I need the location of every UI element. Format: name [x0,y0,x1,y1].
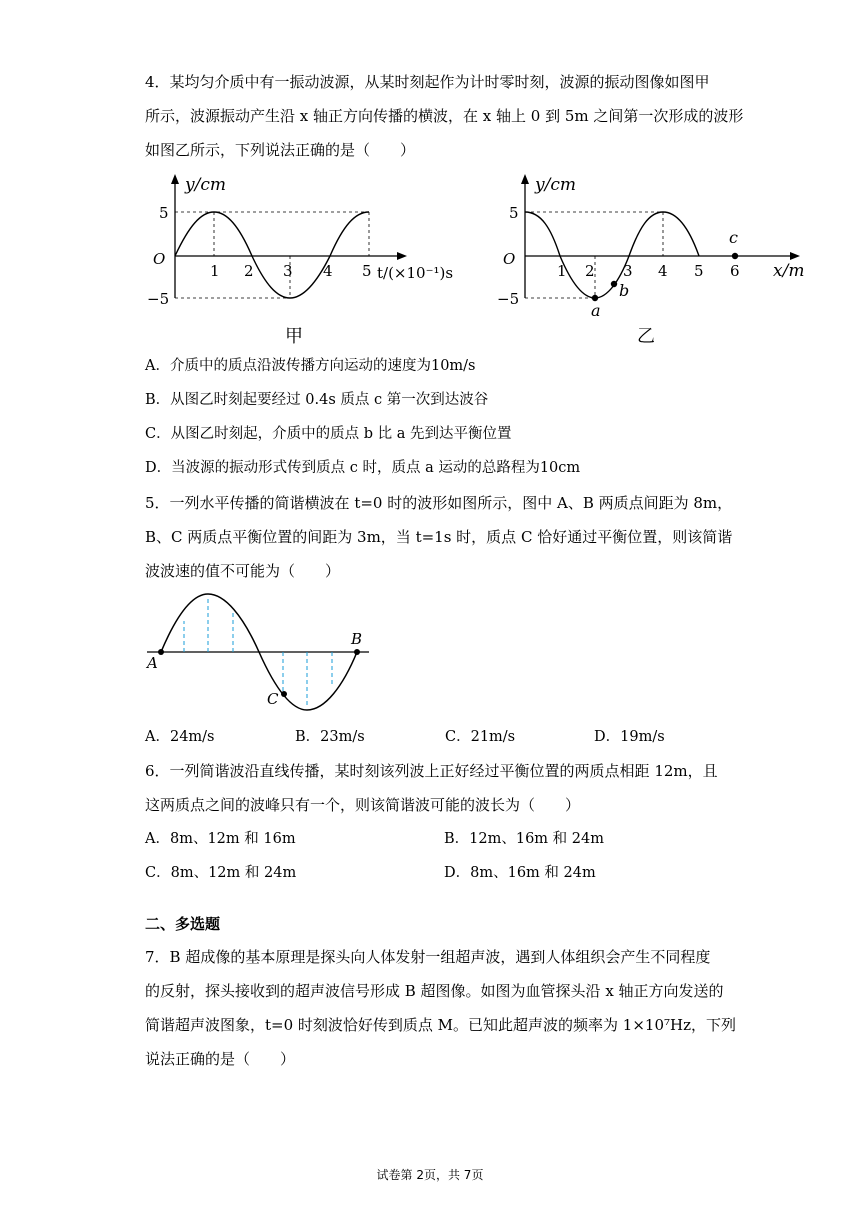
q4-stem-line3: 如图乙所示，下列说法正确的是（ ） [145,141,416,159]
fig-jia-xtick-4: 4 [323,262,333,280]
q5-stem-line1: 5．一列水平传播的简谐横波在 t=0 时的波形如图所示，图中 A、B 两质点间距为 8m， [145,494,733,512]
fig-jia-xtick-1: 1 [210,262,220,280]
fig-yi-xlabel: x/m [773,261,805,281]
q6-option-c[interactable]: C．8m、12m 和 24m [145,865,297,881]
fig-yi-point-b: b [619,281,630,300]
q6-option-d[interactable]: D．8m、16m 和 24m [444,865,596,881]
fig-yi-xtick-2: 2 [585,262,595,280]
q6-option-b[interactable]: B．12m、16m 和 24m [444,831,604,847]
section-heading-multiple-choice: 二、多选题 [145,915,221,933]
fig-jia-xtick-3: 3 [283,262,293,280]
fig-yi-xtick-3: 3 [623,262,633,280]
q7-stem-line2: 的反射，探头接收到的超声波信号形成 B 超图像。如图为血管探头沿 x 轴正方向发送的 [145,982,724,1000]
q5-stem-line3: 波波速的值不可能为（ ） [145,562,341,580]
fig-jia-ylabel: y/cm [185,175,226,195]
fig-yi-caption: 乙 [637,326,655,347]
fig-yi-point-c: c [729,228,738,247]
q7-stem-line4: 说法正确的是（ ） [145,1050,296,1068]
q5-label-a: A [147,654,158,672]
q4-option-a[interactable]: A．介质中的质点沿波传播方向运动的速度为10m/s [145,358,476,374]
q5-label-b: B [351,630,363,648]
fig-yi-point-a: a [591,301,601,320]
fig-yi-ytick-neg5: −5 [497,290,520,308]
fig-jia-origin: O [153,250,166,268]
fig-yi-ylabel: y/cm [535,175,576,195]
q5-option-d[interactable]: D．19m/s [594,729,665,745]
q5-label-c: C [267,690,279,708]
q4-option-b[interactable]: B．从图乙时刻起要经过 0.4s 质点 c 第一次到达波谷 [145,392,489,408]
q4-stem-line1: 4．某均匀介质中有一振动波源，从某时刻起作为计时零时刻，波源的振动图像如图甲 [145,73,710,91]
fig-jia-xtick-2: 2 [244,262,254,280]
fig-jia-caption: 甲 [285,326,303,347]
fig-yi-xtick-5: 5 [694,262,704,280]
q5-option-b[interactable]: B．23m/s [295,729,365,745]
q4-stem-line2: 所示，波源振动产生沿 x 轴正方向传播的横波，在 x 轴上 0 到 5m 之间第一次形成的波形 [145,107,744,125]
page-footer: 试卷第 2页，共 7页 [376,1168,484,1182]
fig-jia-xlabel: t/(×10⁻¹)s [377,264,454,282]
fig-yi-xtick-1: 1 [557,262,567,280]
q4-figure-yi [495,170,825,350]
q6-stem-line1: 6．一列简谐波沿直线传播，某时刻该列波上正好经过平衡位置的两质点相距 12m，且 [145,762,718,780]
q5-wave-figure [145,588,385,716]
fig-jia-ytick-5: 5 [159,204,169,222]
q6-option-a[interactable]: A．8m、12m 和 16m [145,831,296,847]
fig-yi-origin: O [503,250,516,268]
q6-stem-line2: 这两质点之间的波峰只有一个，则该简谐波可能的波长为（ ） [145,796,581,814]
fig-jia-ytick-neg5: −5 [147,290,170,308]
fig-yi-ytick-5: 5 [509,204,519,222]
fig-yi-xtick-6: 6 [730,262,740,280]
q5-option-c[interactable]: C．21m/s [445,729,516,745]
q4-figure-jia [145,170,475,350]
fig-yi-xtick-4: 4 [658,262,668,280]
q4-option-d[interactable]: D．当波源的振动形式传到质点 c 时，质点 a 运动的总路程为10cm [145,460,581,476]
fig-jia-xtick-5: 5 [362,262,372,280]
q7-stem-line3: 简谐超声波图象，t=0 时刻波恰好传到质点 M。已知此超声波的频率为 1×10⁷Hz，下列 [145,1016,737,1034]
q5-option-a[interactable]: A．24m/s [145,729,215,745]
q7-stem-line1: 7．B 超成像的基本原理是探头向人体发射一组超声波，遇到人体组织会产生不同程度 [145,948,711,966]
q4-option-c[interactable]: C．从图乙时刻起，介质中的质点 b 比 a 先到达平衡位置 [145,426,512,442]
q5-stem-line2: B、C 两质点平衡位置的间距为 3m，当 t=1s 时，质点 C 恰好通过平衡位置，则该简谐 [145,528,733,546]
